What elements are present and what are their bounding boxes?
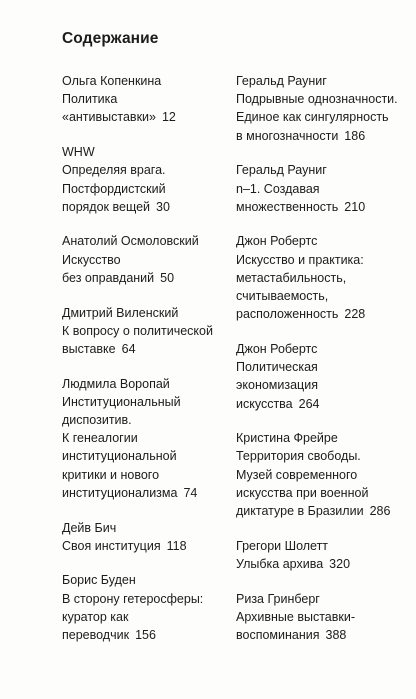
toc-entry-title-line: [62, 608, 237, 626]
toc-entry-title-line: [236, 484, 411, 502]
toc-entry-title-text: выставке: [62, 341, 116, 356]
toc-entry-title-line: [236, 198, 411, 216]
toc-entry-title-text: Политика: [62, 92, 118, 107]
toc-entry-title-text: диктатуре в Бразилии: [236, 504, 364, 519]
toc-entry-title-line: [62, 108, 237, 126]
toc-entry-page-number: 388: [325, 628, 347, 643]
toc-entry: [236, 537, 411, 573]
toc-entry-title-line: [236, 608, 411, 626]
toc-entry-title-text: Институциональный: [62, 394, 181, 409]
toc-entry-title-line: [236, 502, 411, 520]
toc-entry-author: Джон Робертс: [236, 234, 318, 249]
toc-entry-title-line: [236, 466, 411, 484]
toc-entry-title-text: без оправданий: [62, 270, 155, 285]
toc-entry-author: Джон Робертс: [236, 341, 318, 356]
toc-entry-title-line: [236, 358, 411, 376]
toc-entry-title-line: [62, 626, 237, 644]
toc-entry-author: WHW: [62, 145, 95, 160]
toc-entry: [62, 571, 237, 644]
toc-entry-title-text: расположенность: [236, 307, 339, 322]
toc-right-column: [236, 72, 411, 661]
toc-entry-title-text: К вопросу о политической: [62, 323, 213, 338]
toc-entry: [236, 429, 411, 520]
toc-entry-title-line: [62, 447, 237, 465]
toc-entry-title-line: [62, 180, 237, 198]
toc-entry-title-text: в многозначности: [236, 128, 339, 143]
toc-entry-author: Ольга Копенкина: [62, 74, 162, 88]
toc-entry-title-text: Подрывные однозначности.: [236, 92, 398, 107]
toc-entry: [236, 590, 411, 645]
toc-entry-title-text: Единое как сингулярность: [236, 110, 389, 125]
toc-entry-title-text: Постфордистский: [62, 181, 166, 196]
toc-entry-page-number: 74: [183, 485, 198, 500]
toc-entry-author: Геральд Рауниг: [236, 74, 327, 88]
toc-entry-title-line: [62, 393, 237, 411]
toc-entry-page-number: 264: [298, 396, 320, 411]
toc-entry-title-text: метастабильность,: [236, 270, 347, 285]
toc-entry-page-number: 228: [344, 307, 366, 322]
toc-entry-title-line: [62, 411, 237, 429]
toc-entry-page-number: 64: [121, 341, 136, 356]
toc-entry-title-line: [62, 429, 237, 447]
toc-entry-title-line: [62, 251, 237, 269]
toc-entry-title-text: воспоминания: [236, 628, 320, 643]
toc-entry-title-text: считываемость,: [236, 289, 329, 304]
toc-entry-title-text: порядок вещей: [62, 199, 151, 214]
toc-entry-title-text: Политическая: [236, 360, 318, 375]
toc-entry-title-line: [62, 90, 237, 108]
toc-entry: [62, 304, 237, 359]
toc-entry: [62, 72, 237, 127]
toc-entry-author: Грегори Шолетт: [236, 538, 329, 553]
toc-entry: [62, 143, 237, 216]
toc-entry-title-text: искусства при военной: [236, 485, 369, 500]
toc-entry-title-line: [236, 626, 411, 644]
toc-entry-author: Дмитрий Виленский: [62, 305, 179, 320]
toc-entry-title-line: [62, 590, 237, 608]
toc-entry: [62, 375, 237, 502]
toc-entry-title-text: Искусство: [62, 252, 121, 267]
toc-entry-title-line: [236, 269, 411, 287]
toc-entry-page-number: 186: [344, 128, 366, 143]
toc-entry-author: Риза Гринберг: [236, 591, 320, 606]
toc-entry-title-text: Территория свободы.: [236, 449, 361, 464]
toc-entry: [236, 72, 411, 145]
toc-entry-title-text: искусства: [236, 396, 293, 411]
toc-entry-author: Людмила Воропай: [62, 376, 170, 391]
toc-entry-title-line: [62, 322, 237, 340]
toc-entry-title-line: [236, 90, 411, 108]
toc-entry-title-text: Архивные выставки-: [236, 609, 356, 624]
toc-entry-title-line: [236, 127, 411, 145]
toc-entry-title-text: институциональной: [62, 449, 177, 464]
toc-entry-title-text: К генеалогии: [62, 431, 138, 446]
toc-entry-author: Анатолий Осмоловский: [62, 234, 199, 249]
toc-entry-page-number: 210: [344, 199, 366, 214]
toc-entry-page-number: 118: [166, 538, 187, 553]
toc-entry-author: Дейв Бич: [62, 520, 117, 535]
toc-entry: [236, 232, 411, 323]
toc-entry: [62, 519, 237, 555]
toc-entry-title-text: критики и нового: [62, 467, 160, 482]
toc-entry-title-line: [236, 251, 411, 269]
toc-entry-title-line: [236, 395, 411, 413]
toc-entry-title-text: Улыбка архива: [236, 556, 324, 571]
toc-entry-title-line: [236, 180, 411, 198]
toc-entry-title-line: [236, 376, 411, 394]
toc-left-column: [62, 72, 237, 661]
toc-entry-author: Геральд Рауниг: [236, 163, 327, 178]
toc-entry-title-line: [236, 447, 411, 465]
toc-entry-title-text: диспозитив.: [62, 413, 132, 428]
page-title: Содержание: [62, 30, 159, 47]
toc-entry-page-number: 12: [161, 110, 176, 125]
toc-entry-title-line: [62, 269, 237, 287]
toc-entry-title-line: [62, 198, 237, 216]
toc-entry-title-line: [62, 537, 237, 555]
toc-entry-author: Борис Буден: [62, 573, 136, 588]
toc-entry-title-text: экономизация: [236, 378, 318, 393]
toc-entry-title-text: Своя институция: [62, 538, 161, 553]
toc-entry-title-line: [62, 161, 237, 179]
toc-entry: [236, 161, 411, 216]
toc-entry-page-number: 286: [369, 504, 391, 519]
toc-entry-title-text: В сторону гетеросферы:: [62, 591, 204, 606]
toc-entry-title-line: [62, 484, 237, 502]
toc-entry-title-line: [236, 555, 411, 573]
toc-entry-author: Кристина Фрейре: [236, 431, 338, 446]
toc-entry-title-text: Искусство и практика:: [236, 252, 364, 267]
toc-entry-title-text: переводчик: [62, 628, 130, 643]
toc-entry-title-line: [62, 340, 237, 358]
toc-entry-title-text: множественность: [236, 199, 339, 214]
toc-entry-title-text: куратор как: [62, 609, 129, 624]
toc-entry: [62, 232, 237, 287]
toc-entry-title-line: [236, 108, 411, 126]
toc-entry-title-text: «антивыставки»: [62, 110, 156, 125]
toc-entry-page-number: 320: [329, 556, 351, 571]
toc-entry-title-text: n–1. Создавая: [236, 181, 320, 196]
toc-entry-title-text: Определяя врага.: [62, 163, 166, 178]
toc-entry: [236, 340, 411, 413]
toc-entry-title-text: институционализма: [62, 485, 178, 500]
toc-entry-title-text: Музей современного: [236, 467, 358, 482]
toc-entry-title-line: [236, 305, 411, 323]
toc-entry-page-number: 50: [160, 270, 175, 285]
toc-entry-page-number: 30: [156, 199, 170, 214]
toc-entry-title-line: [236, 287, 411, 305]
toc-entry-title-line: [62, 466, 237, 484]
toc-entry-page-number: 156: [135, 628, 156, 643]
